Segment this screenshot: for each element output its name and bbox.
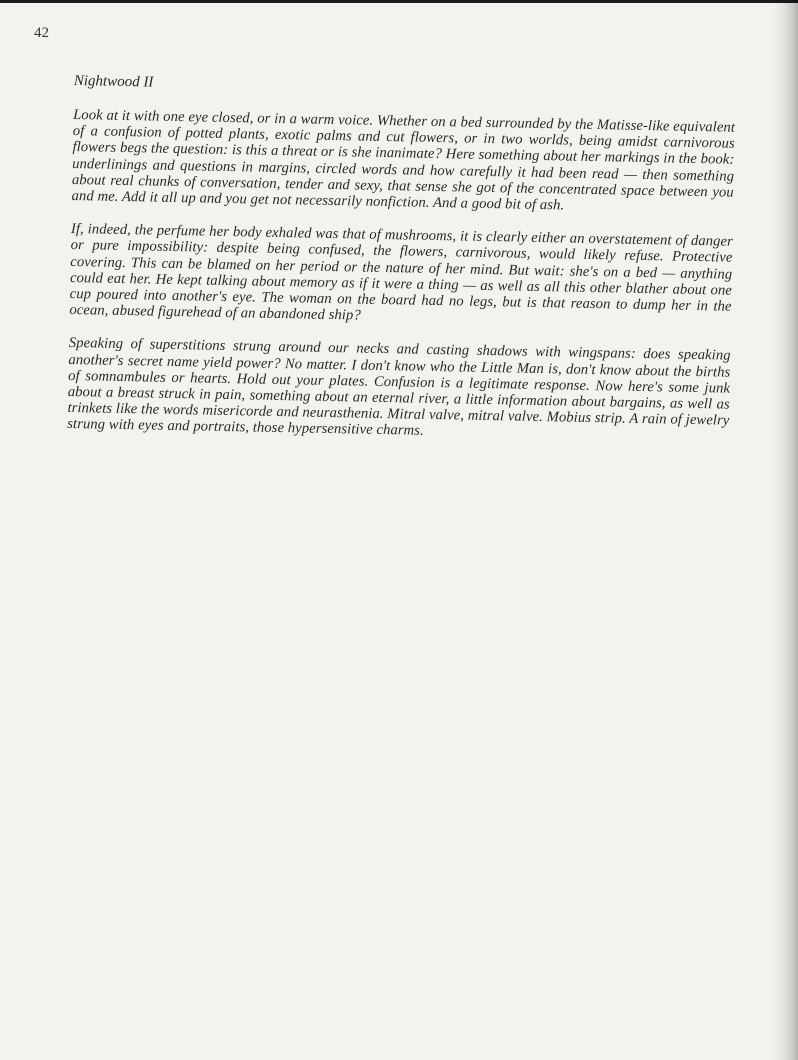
page-top-edge (0, 0, 798, 3)
paragraph-1: Look at it with one eye closed, or in a warm voice. Whether on a bed surrounded by the Matisse-like equivalent of a confusion of potted plants, exotic palms and cut flowers, or in two worlds, being amidst carnivorous flowers begs the question: is this a threat or is she inanimate? Here something about her markings in the book: underlinings and questions in margins, circled words and how carefully it had been read — then something about real chunks of conversation, tender and sexy, that sense she got of the concentrated space between you and me. Add it all up and you get not necessarily nonfiction. And a good bit of ash. (71, 106, 736, 214)
book-spine-shadow (772, 0, 798, 1060)
poem-title: Nightwood II (73, 72, 154, 91)
page-number: 42 (34, 25, 49, 41)
paragraph-2: If, indeed, the perfume her body exhaled was that of mushrooms, it is clearly either an overstatement of danger or pure impossibility: despite being confused, the flowers, carnivorous, would likely refuse. Protective covering. This can be blamed on her period or the nature of her mind. But wait: she's on a bed — anything could eat her. He kept talking about memory as if it were a thing — as well as all this other blather about one cup poured into another's eye. The woman on the board had no legs, but is that reason to dump her in the ocean, abused figurehead of an abandoned ship? (69, 221, 733, 324)
paragraph-3: Speaking of superstitions strung around our necks and casting shadows with wingspans: does speaking another's secret name yield power? No matter. I don't know who the Little Man is, don't know about the births of somnambules or hearts. Hold out your plates. Confusion is a legitimate response. Now here's some junk about a breast struck in pain, something about an eternal river, a little information about bargains, as well as trinkets like the words misericorde and neurasthenia. Mitral valve, mitral valve. Mobius strip. A rain of jewelry strung with eyes and portraits, those hypersensitive charms. (67, 335, 731, 440)
poem-block (67, 71, 736, 462)
